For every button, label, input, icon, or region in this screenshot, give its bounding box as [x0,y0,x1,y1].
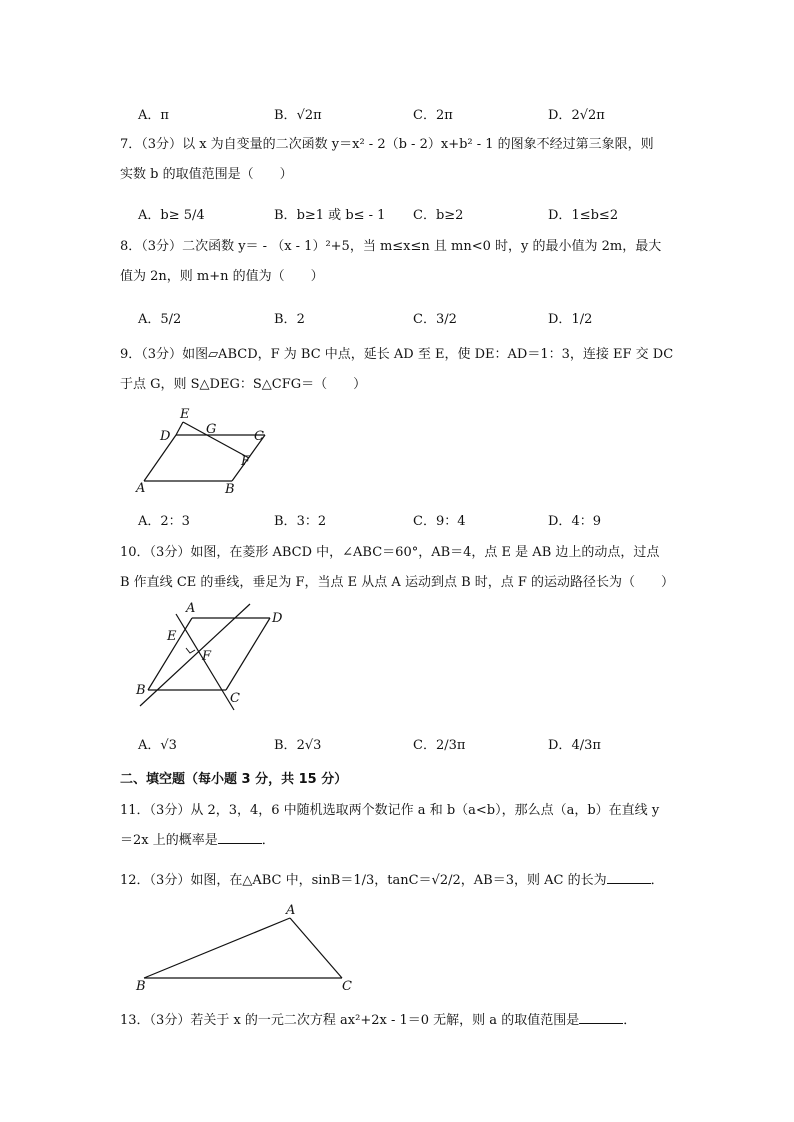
q10-label-a: A [186,601,196,616]
question-10 [120,538,680,598]
question-10-line1: 10．（3分）如图，在菱形 ABCD 中，∠ABC＝60°，AB＝4，点 E 是 AB 边上的动点，过点 [120,545,660,560]
question-8 [120,232,680,292]
q9-label-g: G [206,422,217,437]
question-7-line2: 实数 b 的取值范围是（ ） [120,167,293,182]
q8-option-b: B．2 [274,312,305,327]
q13-answer-blank[interactable] [579,1011,623,1024]
q11-answer-blank[interactable] [218,831,262,844]
q9-extension-de [176,422,183,435]
question-9-line1: 9．（3分）如图▱ABCD，F 为 BC 中点，延长 AD 至 E，使 DE：AD＝1：3，连接 EF 交 DC [120,347,674,362]
question-12 [120,866,680,896]
q12-side-ba [144,918,290,978]
q10-option-b: B．2√3 [274,738,322,753]
q9-label-a: A [136,481,146,496]
q9-label-d: D [160,429,171,444]
q8-option-d: D．1/2 [548,312,593,327]
q12-label-b: B [136,979,146,992]
q12-side-ac [290,918,342,978]
q10-side-dc [226,618,270,690]
q7-option-c: C．b≥2 [413,208,464,223]
q10-label-f: F [202,649,212,664]
question-7-line1: 7．（3分）以 x 为自变量的二次函数 y＝x² ‑ 2（b ‑ 2）x+b² ‑ 1 的图象不经过第三象限，则 [120,137,654,152]
q12-label-a: A [286,903,296,918]
question-7 [120,130,680,190]
q12-answer-blank[interactable] [607,871,651,884]
q9-option-b: B．3：2 [274,514,327,529]
q9-parallelogram-figure [132,402,282,497]
q9-label-e: E [180,407,190,422]
q10-option-c: C．2/3π [413,738,466,753]
question-10-line2: B 作直线 CE 的垂线，垂足为 F，当点 E 从点 A 运动到点 B 时，点 F 的运动路径长为（ ） [120,575,675,590]
q7-option-a: A．b≥ 5/4 [138,208,205,223]
question-13-line1: 13．（3分）若关于 x 的一元二次方程 ax²+2x ‑ 1＝0 无解，则 a 的取值范围是 ． [120,1013,637,1028]
q10-option-a: A．√3 [138,738,177,753]
q7-option-d: D．1≤b≤2 [548,208,619,223]
q10-label-c: C [230,691,240,706]
q10-option-d: D．4/3π [548,738,601,753]
q9-label-f: F [241,454,251,469]
q9-option-a: A．2：3 [138,514,190,529]
q6-option-c: C．2π [413,108,453,123]
section-2-title: 二、填空题（每小题 3 分，共 15 分） [120,772,348,787]
q10-right-angle-mark [186,648,195,653]
q8-option-a: A．5/2 [138,312,182,327]
q6-option-a: A．π [138,108,169,123]
q10-label-d: D [272,611,283,626]
question-11-line2: ＝2x 上的概率是 ． [120,833,275,848]
question-13 [120,1006,680,1036]
q6-option-d: D．2√2π [548,108,605,123]
q9-label-b: B [225,482,235,497]
question-8-line1: 8．（3分）二次函数 y＝ ‑ （x ‑ 1）²+5，当 m≤x≤n 且 mn<0 时，y 的最小值为 2m，最大 [120,239,662,254]
q10-label-b: B [136,683,146,698]
q6-option-b: B．√2π [274,108,322,123]
question-8-line2: 值为 2n，则 m+n 的值为（ ） [120,269,324,284]
q9-option-d: D．4：9 [548,514,601,529]
question-9-line2: 于点 G，则 S△DEG：S△CFG＝（ ） [120,377,367,392]
question-9 [120,340,680,400]
q7-option-b: B．b≥1 或 b≤ ‑ 1 [274,208,386,223]
q9-option-c: C．9：4 [413,514,466,529]
q12-label-c: C [342,979,352,992]
question-11 [120,796,680,856]
q12-triangle-figure [132,902,362,992]
q8-option-c: C．3/2 [413,312,457,327]
q10-rhombus-figure [132,598,292,716]
question-11-line1: 11．（3分）从 2，3，4，6 中随机选取两个数记作 a 和 b（a<b），那么点（a，b）在直线 y [120,803,660,818]
question-12-line1: 12．（3分）如图，在△ABC 中，sinB＝1/3，tanC＝√2/2，AB＝3，则 AC 的长为 ． [120,873,664,888]
q10-label-e: E [167,629,177,644]
q9-label-c: C [254,429,264,444]
